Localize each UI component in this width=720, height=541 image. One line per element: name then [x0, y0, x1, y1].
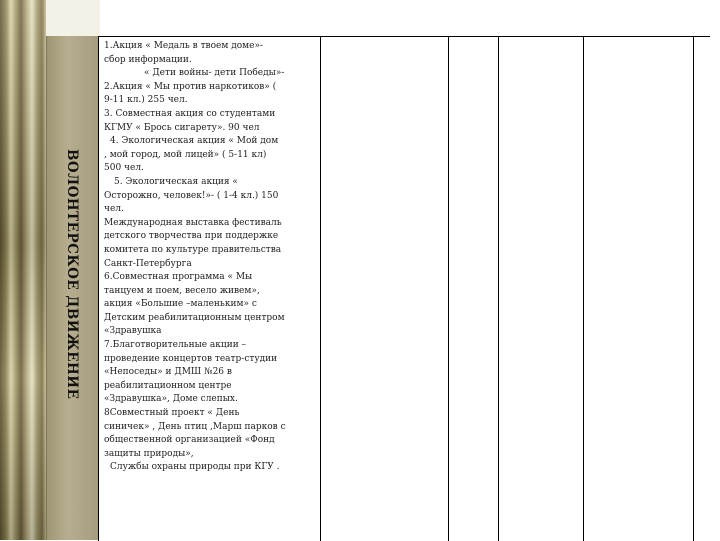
activity-line: детского творчества при поддержке	[104, 231, 279, 242]
table-column-divider	[98, 37, 99, 541]
section-title: ВОЛОНТЕРСКОЕ ДВИЖЕНИЕ	[64, 148, 80, 400]
table-column-divider	[320, 37, 321, 541]
curtain-shading	[0, 0, 46, 540]
activity-line: Санкт-Петербурга	[104, 258, 192, 269]
activity-line: 4. Экологическая акция « Мой дом	[110, 136, 279, 147]
activity-line: 6.Совместная программа « Мы	[104, 272, 253, 283]
activity-line: 3. Совместная акция со студентами	[104, 108, 276, 119]
activity-line: 8Совместный проект « День	[104, 408, 240, 419]
activity-line: 500 чел.	[104, 163, 144, 174]
activity-line: «Здравушка», Доме слепых.	[104, 394, 238, 405]
activity-line: 1.Акция « Медаль в твоем доме»-	[104, 41, 264, 51]
activity-line: 5. Экологическая акция «	[114, 176, 238, 187]
section-label-cell	[46, 36, 98, 540]
activity-line: защиты природы»,	[104, 448, 194, 459]
activity-line: 9-11 кл.) 255 чел.	[104, 95, 188, 106]
activity-line: реабилитационном центре	[104, 380, 232, 391]
activity-line: « Дети войны- дети Победы»-	[144, 68, 285, 79]
activity-line: , мой город, мой лицей» ( 5-11 кл)	[104, 149, 267, 160]
activity-line: проведение концертов театр-студии	[104, 353, 278, 364]
activity-line: синичек» , День птиц ,Марш парков с	[104, 421, 286, 432]
activity-table	[98, 36, 710, 541]
activity-line: танцуем и поем, весело живем»,	[104, 285, 260, 296]
activity-line: Детским реабилитационным центром	[104, 312, 285, 323]
activity-line: 2.Акция « Мы против наркотиков» (	[104, 81, 277, 92]
activity-line: сбор информации.	[104, 54, 192, 65]
table-column-divider	[693, 37, 694, 541]
activity-line: Международная выставка фестиваль	[104, 217, 282, 228]
activity-line: «Непоседы» и ДМШ №26 в	[104, 367, 232, 378]
activities-cell	[104, 40, 312, 475]
activity-line: Службы охраны природы при КГУ .	[110, 462, 280, 473]
activity-line: 7.Благотворительные акции –	[104, 340, 247, 351]
table-column-divider	[448, 37, 449, 541]
activity-line: «Здравушка	[104, 326, 162, 337]
activity-line: общественной организацией «Фонд	[104, 435, 275, 446]
activity-line: КГМУ « Брось сигарету». 90 чел	[104, 122, 260, 133]
table-column-divider	[498, 37, 499, 541]
activity-line: Осторожно, человек!»- ( 1-4 кл.) 150	[104, 190, 279, 201]
activity-line: чел.	[104, 204, 124, 215]
table-column-divider	[583, 37, 584, 541]
activity-line: акция «Большие –маленьким» с	[104, 299, 257, 310]
activity-line: комитета по культуре правительства	[104, 244, 282, 255]
header-blank-cell	[46, 0, 100, 36]
